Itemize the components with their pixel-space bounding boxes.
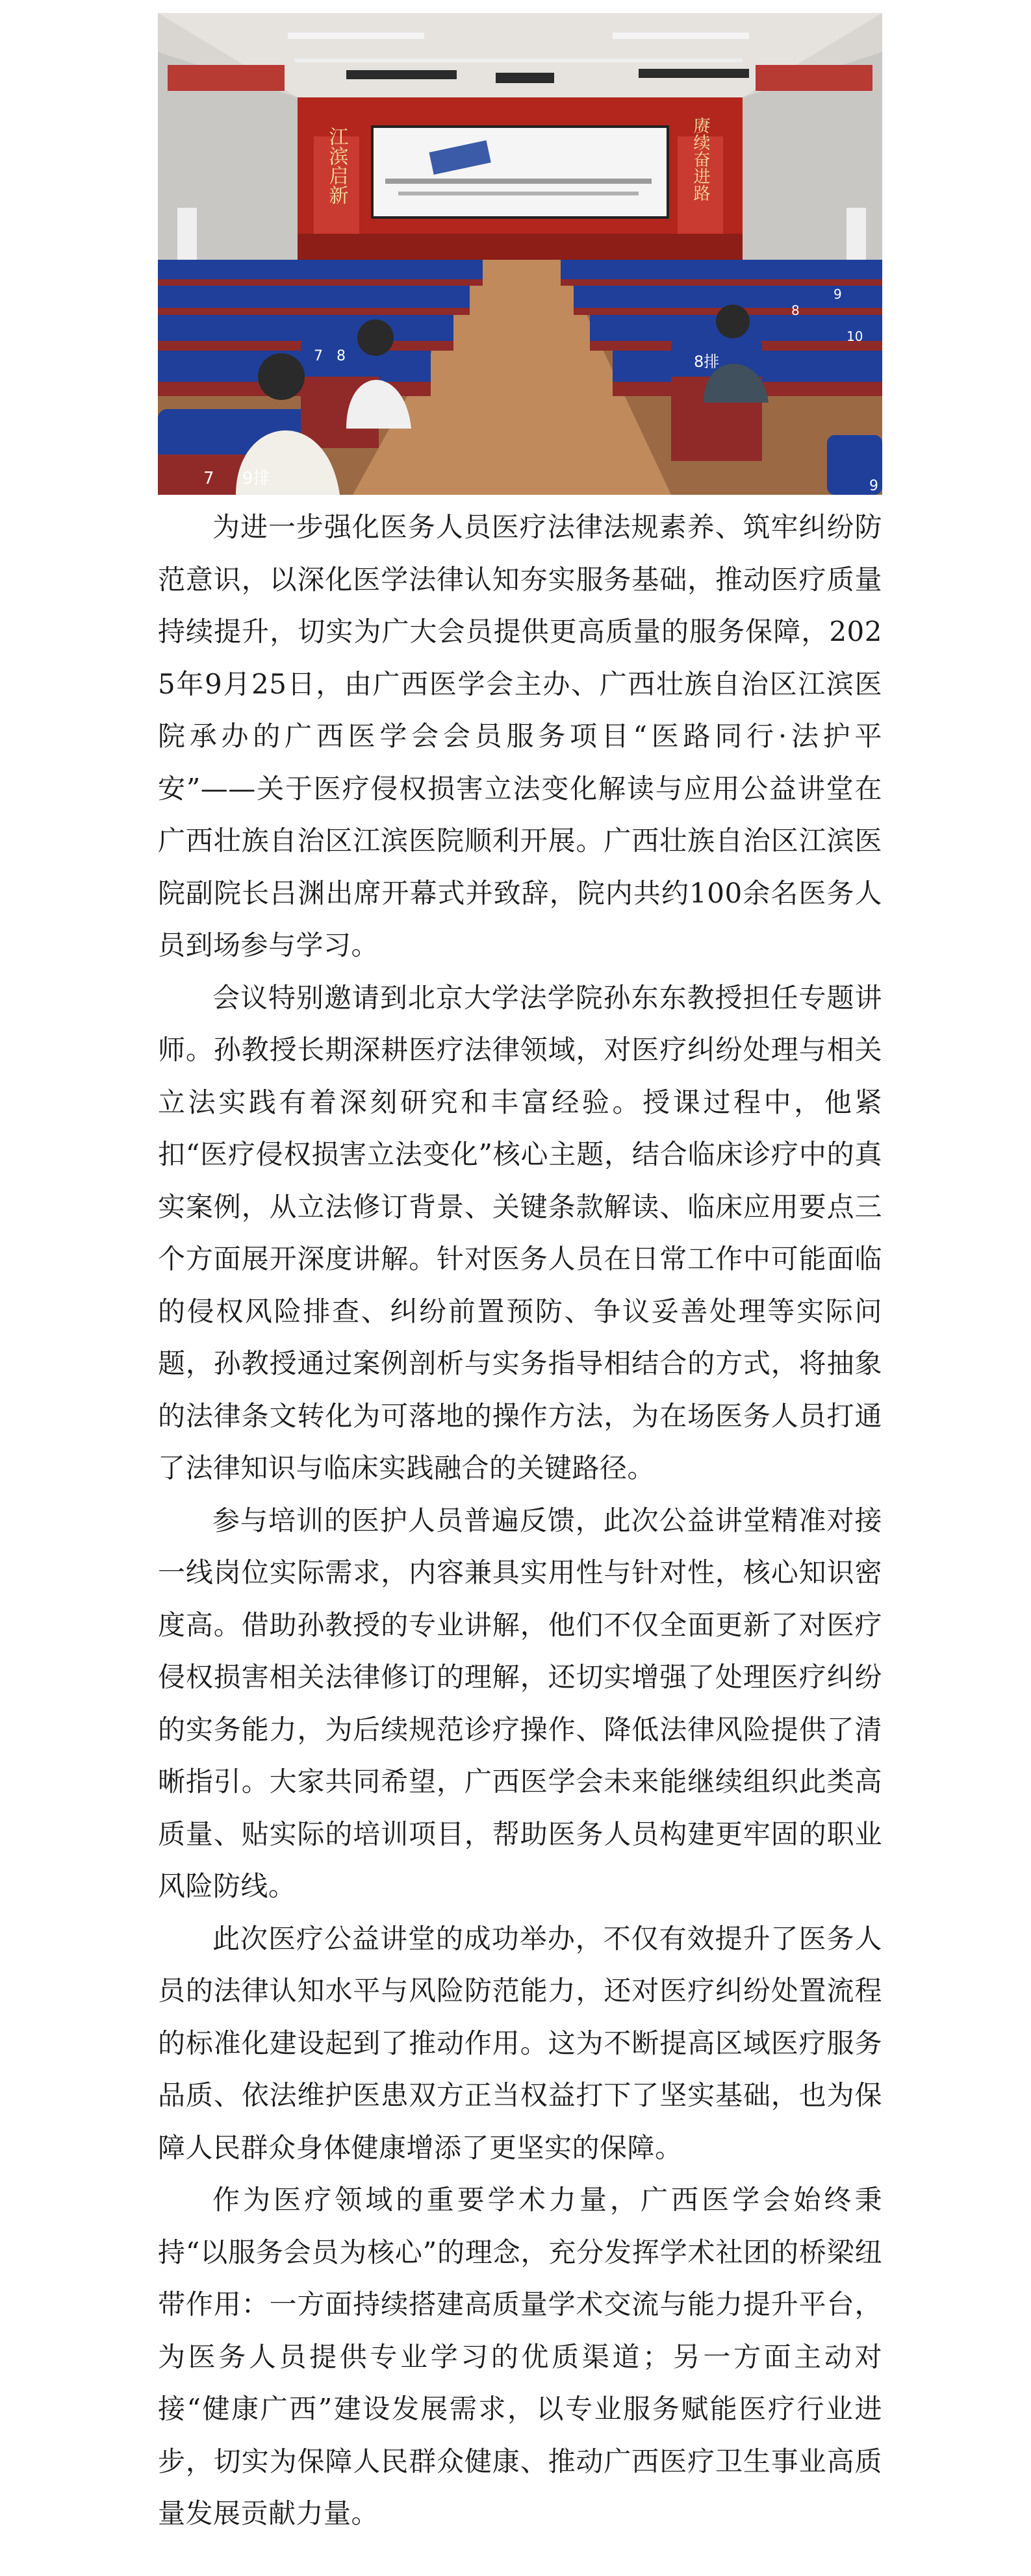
article-body: [158, 501, 882, 2540]
paragraph: 为进一步强化医务人员医疗法律法规素养、筑牢纠纷防范意识，以深化医学法律认知夯实服务基础，推动医疗质量持续提升，切实为广大会员提供更高质量的服务保障，2025年9月25日，由广西医学会主办、广西壮族自治区江滨医院承办的广西医学会会员服务项目“医路同行·法护平安”——关于医疗侵权损害立法变化解读与应用公益讲堂在广西壮族自治区江滨医院顺利开展。广西壮族自治区江滨医院副院长吕渊出席开幕式并致辞，院内共约100余名医务人员到场参与学习。: [158, 511, 882, 961]
lecture-hall-photo: [158, 13, 882, 495]
seat-label: 7: [314, 348, 323, 364]
seat-label: 8排: [694, 353, 720, 371]
paragraph: 参与培训的医护人员普遍反馈，此次公益讲堂精准对接一线岗位实际需求，内容兼具实用性与针对性，核心知识密度高。借助孙教授的专业讲解，他们不仅全面更新了对医疗侵权损害相关法律修订的理解，还切实增强了处理医疗纠纷的实务能力，为后续规范诊疗操作、降低法律风险提供了清晰指引。大家共同希望，广西医学会未来能继续组织此类高质量、贴实际的培训项目，帮助医务人员构建更牢固的职业风险防线。: [158, 1504, 882, 1902]
paragraph: 会议特别邀请到北京大学法学院孙东东教授担任专题讲师。孙教授长期深耕医疗法律领域，对医疗纠纷处理与相关立法实践有着深刻研究和丰富经验。授课过程中，他紧扣“医疗侵权损害立法变化”核心主题，结合临床诊疗中的真实案例，从立法修订背景、关键条款解读、临床应用要点三个方面展开深度讲解。针对医务人员在日常工作中可能面临的侵权风险排查、纠纷前置预防、争议妥善处理等实际问题，孙教授通过案例剖析与实务指导相结合的方式，将抽象的法律条文转化为可落地的操作方法，为在场医务人员打通了法律知识与临床实践融合的关键路径。: [158, 981, 882, 1484]
seat-label: 9: [834, 286, 842, 302]
paragraph: 此次医疗公益讲堂的成功举办，不仅有效提升了医务人员的法律认知水平与风险防范能力，还对医疗纠纷处置流程的标准化建设起到了推动作用。这为不断提高区域医疗服务品质、依法维护医患双方正当权益打下了坚实基础，也为保障人民群众身体健康增添了更坚实的保障。: [158, 1922, 882, 2164]
banner-left-text: 江滨启新: [325, 127, 348, 205]
seat-label: 8: [337, 348, 346, 364]
seat-label: 7: [203, 469, 214, 488]
seat-label: 9排: [242, 469, 270, 488]
banner-right-text: 赓续奋进路: [691, 117, 710, 201]
seat-label: 10: [846, 329, 863, 344]
paragraph: 作为医疗领域的重要学术力量，广西医学会始终秉持“以服务会员为核心”的理念，充分发挥学术社团的桥梁纽带作用：一方面持续搭建高质量学术交流与能力提升平台，为医务人员提供专业学习的优质渠道；另一方面主动对接“健康广西”建设发展需求，以专业服务赋能医疗行业进步，切实为保障人民群众健康、推动广西医疗卫生事业高质量发展贡献力量。: [158, 2184, 882, 2529]
seat-label: 8: [791, 303, 800, 318]
seat-label: 9: [869, 478, 878, 494]
